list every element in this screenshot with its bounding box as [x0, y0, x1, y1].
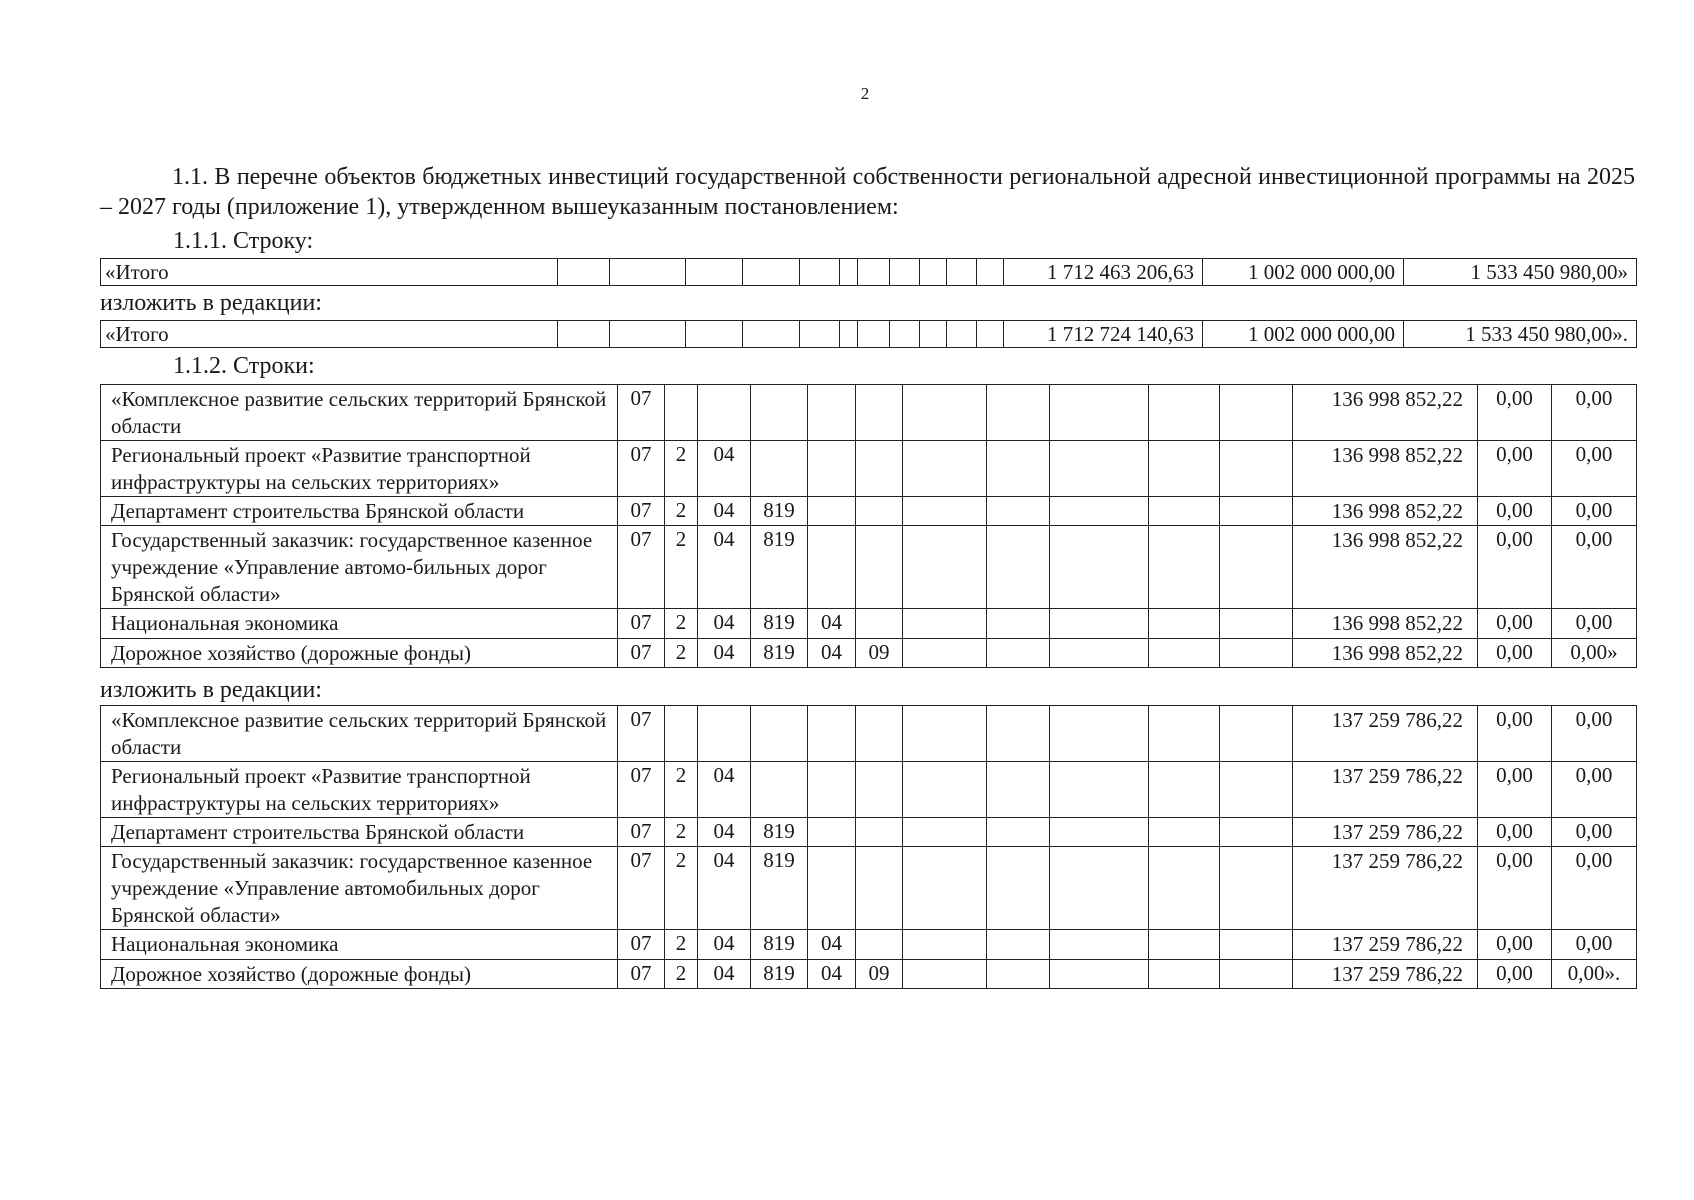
table-row — [101, 609, 1637, 639]
value-2027: 1 533 450 980,00». — [1404, 321, 1637, 348]
code-2: 2 — [665, 762, 698, 818]
code-5 — [808, 818, 856, 847]
empty-cell — [1050, 526, 1149, 609]
empty-cell — [903, 706, 987, 762]
table-row — [101, 441, 1637, 497]
empty-cell — [1050, 818, 1149, 847]
value-2025: 136 998 852,22 — [1293, 385, 1478, 441]
value-2025: 1 712 724 140,63 — [1004, 321, 1203, 348]
code-3: 04 — [698, 762, 751, 818]
code-3 — [698, 706, 751, 762]
empty-cell — [1050, 497, 1149, 526]
empty-cell — [1220, 762, 1293, 818]
empty-cell — [1220, 706, 1293, 762]
code-5 — [808, 497, 856, 526]
code-3: 04 — [698, 441, 751, 497]
code-1: 07 — [618, 526, 665, 609]
empty-cell — [1050, 639, 1149, 668]
empty-cell — [987, 762, 1050, 818]
code-6 — [856, 609, 903, 639]
empty-cell — [1149, 847, 1220, 930]
value-2026: 0,00 — [1478, 762, 1552, 818]
section-label-stroki: 1.1.2. Строки: — [173, 353, 315, 379]
empty-cell — [1149, 762, 1220, 818]
empty-cell — [1149, 497, 1220, 526]
row-name: «Итого — [101, 259, 558, 286]
empty-cell — [903, 441, 987, 497]
row-name: «Итого — [101, 321, 558, 348]
empty-cell — [903, 526, 987, 609]
empty-cell — [987, 818, 1050, 847]
row-name: Дорожное хозяйство (дорожные фонды) — [101, 960, 618, 989]
empty-cell — [903, 847, 987, 930]
code-3: 04 — [698, 930, 751, 960]
empty-cell — [987, 497, 1050, 526]
code-4 — [751, 706, 808, 762]
empty-cell — [987, 960, 1050, 989]
empty-cell — [1220, 930, 1293, 960]
table-row — [101, 385, 1637, 441]
row-name: Государственный заказчик: государственное казенное учреждение «Управление автомобильных дорог Брянской области» — [101, 847, 618, 930]
code-3: 04 — [698, 639, 751, 668]
rows-new-table — [100, 705, 1637, 989]
row-name: Региональный проект «Развитие транспортной инфраструктуры на сельских территориях» — [101, 762, 618, 818]
section-label-redaktsii: изложить в редакции: — [100, 290, 322, 316]
value-2026: 1 002 000 000,00 — [1203, 321, 1404, 348]
code-5 — [808, 706, 856, 762]
code-6 — [856, 526, 903, 609]
value-2025: 136 998 852,22 — [1293, 526, 1478, 609]
code-1: 07 — [618, 847, 665, 930]
empty-cell — [1149, 818, 1220, 847]
code-1: 07 — [618, 818, 665, 847]
value-2025: 137 259 786,22 — [1293, 818, 1478, 847]
empty-cell — [1149, 441, 1220, 497]
code-6 — [856, 818, 903, 847]
empty-cell — [1220, 639, 1293, 668]
value-2026: 0,00 — [1478, 639, 1552, 668]
empty-cell — [1220, 385, 1293, 441]
code-4: 819 — [751, 930, 808, 960]
code-3: 04 — [698, 847, 751, 930]
code-6 — [856, 497, 903, 526]
value-2025: 137 259 786,22 — [1293, 762, 1478, 818]
table-row — [101, 526, 1637, 609]
code-4 — [751, 441, 808, 497]
code-1: 07 — [618, 960, 665, 989]
row-name: Дорожное хозяйство (дорожные фонды) — [101, 639, 618, 668]
empty-cell — [987, 706, 1050, 762]
value-2027: 0,00 — [1552, 385, 1637, 441]
value-2026: 0,00 — [1478, 960, 1552, 989]
code-1: 07 — [618, 639, 665, 668]
value-2025: 1 712 463 206,63 — [1004, 259, 1203, 286]
table-row — [101, 259, 1637, 286]
value-2027: 0,00 — [1552, 609, 1637, 639]
empty-cell — [1220, 526, 1293, 609]
value-2025: 136 998 852,22 — [1293, 441, 1478, 497]
code-5 — [808, 385, 856, 441]
empty-cell — [1220, 818, 1293, 847]
code-2: 2 — [665, 441, 698, 497]
row-name: Региональный проект «Развитие транспортной инфраструктуры на сельских территориях» — [101, 441, 618, 497]
code-2 — [665, 385, 698, 441]
code-4: 819 — [751, 818, 808, 847]
empty-cell — [903, 930, 987, 960]
table-row — [101, 706, 1637, 762]
empty-cell — [987, 847, 1050, 930]
code-4: 819 — [751, 497, 808, 526]
empty-cell — [1050, 930, 1149, 960]
code-2: 2 — [665, 930, 698, 960]
code-1: 07 — [618, 706, 665, 762]
empty-cell — [903, 385, 987, 441]
empty-cell — [1149, 960, 1220, 989]
empty-cell — [987, 441, 1050, 497]
row-name: «Комплексное развитие сельских территорий Брянской области — [101, 706, 618, 762]
code-6: 09 — [856, 960, 903, 989]
code-3: 04 — [698, 609, 751, 639]
code-1: 07 — [618, 441, 665, 497]
empty-cell — [903, 960, 987, 989]
row-name: «Комплексное развитие сельских территорий Брянской области — [101, 385, 618, 441]
code-4: 819 — [751, 639, 808, 668]
section-label-stroku: 1.1.1. Строку: — [173, 228, 314, 254]
table-row — [101, 847, 1637, 930]
code-4: 819 — [751, 526, 808, 609]
code-6 — [856, 847, 903, 930]
value-2027: 0,00 — [1552, 706, 1637, 762]
value-2026: 0,00 — [1478, 609, 1552, 639]
value-2025: 136 998 852,22 — [1293, 609, 1478, 639]
value-2026: 0,00 — [1478, 497, 1552, 526]
value-2025: 137 259 786,22 — [1293, 930, 1478, 960]
code-3: 04 — [698, 497, 751, 526]
code-1: 07 — [618, 385, 665, 441]
code-6 — [856, 930, 903, 960]
empty-cell — [1220, 497, 1293, 526]
table-row — [101, 960, 1637, 989]
empty-cell — [903, 609, 987, 639]
value-2027: 1 533 450 980,00» — [1404, 259, 1637, 286]
table-row — [101, 818, 1637, 847]
code-1: 07 — [618, 762, 665, 818]
code-4: 819 — [751, 609, 808, 639]
value-2025: 136 998 852,22 — [1293, 497, 1478, 526]
code-5: 04 — [808, 960, 856, 989]
empty-cell — [1050, 762, 1149, 818]
code-6: 09 — [856, 639, 903, 668]
code-6 — [856, 385, 903, 441]
value-2027: 0,00 — [1552, 497, 1637, 526]
value-2026: 0,00 — [1478, 441, 1552, 497]
code-4: 819 — [751, 847, 808, 930]
empty-cell — [903, 497, 987, 526]
empty-cell — [1149, 526, 1220, 609]
empty-cell — [903, 818, 987, 847]
value-2025: 137 259 786,22 — [1293, 960, 1478, 989]
value-2025: 137 259 786,22 — [1293, 847, 1478, 930]
empty-cell — [1149, 930, 1220, 960]
code-3: 04 — [698, 526, 751, 609]
code-4 — [751, 385, 808, 441]
value-2026: 0,00 — [1478, 706, 1552, 762]
value-2027: 0,00 — [1552, 526, 1637, 609]
empty-cell — [987, 526, 1050, 609]
code-1: 07 — [618, 497, 665, 526]
code-2: 2 — [665, 497, 698, 526]
empty-cell — [1050, 385, 1149, 441]
code-3 — [698, 385, 751, 441]
value-2027: 0,00 — [1552, 930, 1637, 960]
value-2027: 0,00» — [1552, 639, 1637, 668]
row-name: Национальная экономика — [101, 609, 618, 639]
row-name: Национальная экономика — [101, 930, 618, 960]
row-name: Государственный заказчик: государственное казенное учреждение «Управление автомо-бильных дорог Брянской области» — [101, 526, 618, 609]
code-2: 2 — [665, 639, 698, 668]
code-5: 04 — [808, 609, 856, 639]
code-2: 2 — [665, 609, 698, 639]
value-2026: 0,00 — [1478, 526, 1552, 609]
code-5: 04 — [808, 639, 856, 668]
code-6 — [856, 762, 903, 818]
page-number: 2 — [860, 84, 870, 103]
value-2026: 0,00 — [1478, 385, 1552, 441]
table-row — [101, 762, 1637, 818]
empty-cell — [903, 639, 987, 668]
value-2025: 137 259 786,22 — [1293, 706, 1478, 762]
code-2: 2 — [665, 526, 698, 609]
table-row — [101, 639, 1637, 668]
empty-cell — [903, 762, 987, 818]
code-5 — [808, 526, 856, 609]
code-5 — [808, 441, 856, 497]
empty-cell — [1220, 609, 1293, 639]
intro-paragraph: 1.1. В перечне объектов бюджетных инвестиций государственной собственности региональной адресной инвестиционной программы на 2025 – 2027 годы (приложение 1), утвержденном вышеуказанным постановлением: — [100, 164, 1635, 220]
value-2027: 0,00». — [1552, 960, 1637, 989]
section-label-redaktsii-2: изложить в редакции: — [100, 677, 322, 703]
code-4: 819 — [751, 960, 808, 989]
value-2025: 136 998 852,22 — [1293, 639, 1478, 668]
itogo-new-table — [100, 320, 1637, 348]
code-1: 07 — [618, 930, 665, 960]
empty-cell — [1050, 609, 1149, 639]
code-6 — [856, 441, 903, 497]
code-5 — [808, 847, 856, 930]
value-2026: 1 002 000 000,00 — [1203, 259, 1404, 286]
code-3: 04 — [698, 960, 751, 989]
code-2 — [665, 706, 698, 762]
empty-cell — [1050, 960, 1149, 989]
empty-cell — [987, 930, 1050, 960]
empty-cell — [987, 609, 1050, 639]
rows-old-table — [100, 384, 1637, 668]
value-2026: 0,00 — [1478, 818, 1552, 847]
value-2026: 0,00 — [1478, 930, 1552, 960]
row-name: Департамент строительства Брянской области — [101, 497, 618, 526]
empty-cell — [1149, 706, 1220, 762]
value-2027: 0,00 — [1552, 441, 1637, 497]
table-row — [101, 497, 1637, 526]
value-2027: 0,00 — [1552, 762, 1637, 818]
table-row — [101, 321, 1637, 348]
code-5: 04 — [808, 930, 856, 960]
empty-cell — [1149, 639, 1220, 668]
empty-cell — [1220, 847, 1293, 930]
itogo-old-table — [100, 258, 1637, 286]
empty-cell — [987, 639, 1050, 668]
empty-cell — [1050, 706, 1149, 762]
value-2026: 0,00 — [1478, 847, 1552, 930]
value-2027: 0,00 — [1552, 818, 1637, 847]
code-2: 2 — [665, 818, 698, 847]
code-3: 04 — [698, 818, 751, 847]
code-2: 2 — [665, 847, 698, 930]
row-name: Департамент строительства Брянской области — [101, 818, 618, 847]
empty-cell — [1149, 385, 1220, 441]
code-2: 2 — [665, 960, 698, 989]
code-6 — [856, 706, 903, 762]
empty-cell — [1149, 609, 1220, 639]
empty-cell — [1050, 441, 1149, 497]
value-2027: 0,00 — [1552, 847, 1637, 930]
empty-cell — [1220, 960, 1293, 989]
empty-cell — [987, 385, 1050, 441]
code-5 — [808, 762, 856, 818]
code-1: 07 — [618, 609, 665, 639]
empty-cell — [1220, 441, 1293, 497]
empty-cell — [1050, 847, 1149, 930]
code-4 — [751, 762, 808, 818]
table-row — [101, 930, 1637, 960]
